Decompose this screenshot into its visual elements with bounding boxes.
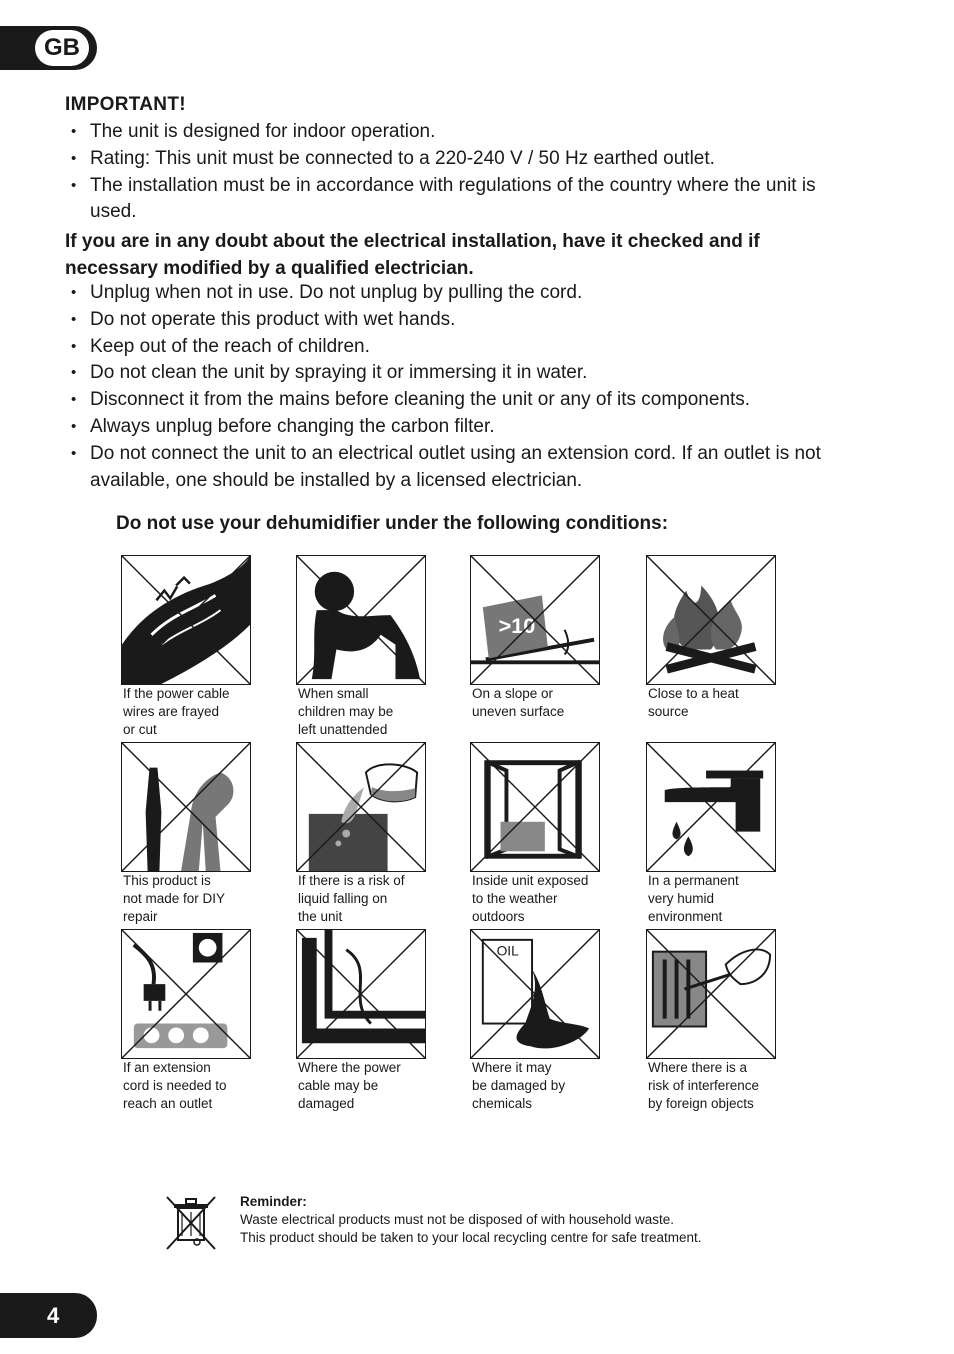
important-list bbox=[65, 119, 855, 226]
condition-caption: Where it may be damaged by chemicals bbox=[472, 1060, 566, 1111]
language-badge: GB bbox=[35, 30, 89, 66]
reminder-title: Reminder: bbox=[240, 1194, 307, 1209]
liquid-spill-icon bbox=[296, 742, 426, 872]
list-item: • Keep out of the reach of children. bbox=[65, 334, 855, 361]
frayed-cable-icon bbox=[121, 555, 251, 685]
condition-caption: This product is not made for DIY repair bbox=[123, 873, 226, 924]
list-item: • Unplug when not in use. Do not unplug by pulling the cord. bbox=[65, 280, 855, 307]
open-window-icon bbox=[470, 742, 600, 872]
list-item: • Do not clean the unit by spraying it or immersing it in water. bbox=[65, 360, 855, 387]
oil-spill-icon bbox=[470, 929, 600, 1059]
condition-caption: When small children may be left unattended bbox=[298, 686, 394, 737]
diy-tools-icon bbox=[121, 742, 251, 872]
condition-caption: If an extension cord is needed to reach an outlet bbox=[123, 1060, 227, 1111]
condition-caption: Inside unit exposed to the weather outdoors bbox=[472, 873, 589, 924]
list-item: • The installation must be in accordance with regulations of the country where the unit is used. bbox=[65, 173, 855, 227]
oil-label: OIL bbox=[496, 943, 519, 959]
conditions-title: Do not use your dehumidifier under the following conditions: bbox=[116, 513, 669, 534]
condition-caption: Where there is a risk of interference by foreign objects bbox=[648, 1060, 760, 1111]
reminder bbox=[240, 1193, 702, 1247]
condition-caption: In a permanent very humid environment bbox=[648, 873, 739, 924]
list-item: • Rating: This unit must be connected to a 220-240 V / 50 Hz earthed outlet. bbox=[65, 146, 855, 173]
fire-icon bbox=[646, 555, 776, 685]
condition-caption: If the power cable wires are frayed or cut bbox=[123, 686, 230, 737]
dripping-tap-icon bbox=[646, 742, 776, 872]
condition-caption: On a slope or uneven surface bbox=[472, 686, 565, 719]
slope-icon bbox=[470, 555, 600, 685]
condition-caption: Close to a heat source bbox=[648, 686, 739, 719]
list-item: • Do not connect the unit to an electrical outlet using an extension cord. If an outlet is not available, one should be installed by a licensed electrician. bbox=[65, 441, 855, 495]
condition-caption: If there is a risk of liquid falling on the unit bbox=[298, 873, 405, 924]
child-icon bbox=[296, 555, 426, 685]
crossed-bin-icon bbox=[164, 1194, 218, 1252]
safety-list bbox=[65, 280, 855, 494]
language-tab bbox=[0, 26, 97, 70]
pinched-cable-icon bbox=[296, 929, 426, 1059]
extension-cord-icon bbox=[121, 929, 251, 1059]
list-item: • The unit is designed for indoor operation. bbox=[65, 119, 855, 146]
list-item: • Do not operate this product with wet hands. bbox=[65, 307, 855, 334]
condition-caption: Where the power cable may be damaged bbox=[298, 1060, 401, 1111]
important-title: IMPORTANT! bbox=[65, 94, 186, 115]
list-item: • Always unplug before changing the carbon filter. bbox=[65, 414, 855, 441]
electrical-warning: If you are in any doubt about the electrical installation, have it checked and if necessary modified by a qualified electrician. bbox=[65, 231, 760, 279]
reminder-line: Waste electrical products must not be disposed of with household waste. bbox=[240, 1212, 674, 1227]
page-number: 4 bbox=[0, 1293, 97, 1338]
slope-label: >10 bbox=[498, 612, 536, 638]
foreign-object-icon bbox=[646, 929, 776, 1059]
list-item: • Disconnect it from the mains before cleaning the unit or any of its components. bbox=[65, 387, 855, 414]
reminder-line: This product should be taken to your local recycling centre for safe treatment. bbox=[240, 1230, 702, 1245]
